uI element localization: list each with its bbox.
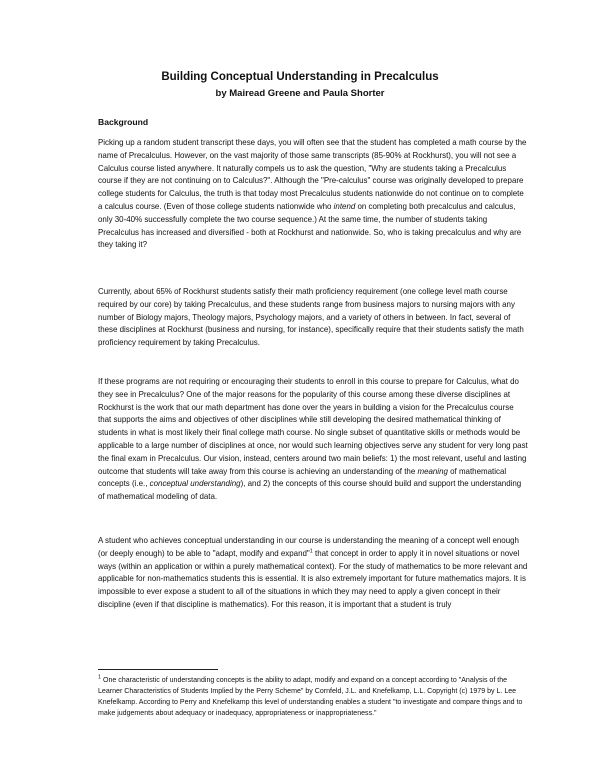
paragraph-1 xyxy=(98,137,528,252)
paragraph-4 xyxy=(98,535,528,612)
paragraph-3-text-a: If these programs are not requiring or encouraging their students to enroll in this course to prepare for Calculus, what do they see in Precalculus? One of the major reasons for the popularity of this course among these diverse disciplines at Rockhurst is the work that our math department has done over the years in building a vision for the Precalculus course that supports the aims and objectives of other disciplines while still developing the desired mathematical thinking of students in what is most likely their final college math course. No single subset of quantitative skills or methods would be applicable to a large number of disciplines at once, nor would such learning objectives serve any student for very long past the final exam in Precalculus. Our vision, instead, centers around two main beliefs: 1) the most relevant, useful and lasting outcome that students will take away from this course is achieving an understanding of the xyxy=(98,377,528,476)
paragraph-1-emphasis: intend xyxy=(333,201,356,211)
footnote-marker: 1 xyxy=(98,674,102,681)
footnote-divider xyxy=(98,669,218,670)
footnote xyxy=(98,675,528,719)
section-heading: Background xyxy=(98,117,149,127)
paragraph-3 xyxy=(98,376,528,504)
paragraph-1-text-a: Picking up a random student transcript these days, you will often see that the student has completed a math course by the name of Precalculus. However, on the vast majority of those same transcripts (85-90% at Rockhurst), you will not see a Calculus course listed anywhere. It naturally compels us to ask the question, "Why are students taking a Precalculus course if they are not continuing on to Calculus?". Although the "Pre-calculus" course was originally developed to prepare college students for Calculus, the truth is that today most Precalculus students nationwide do not continue on to complete a calculus course. (Even of those college students nationwide who xyxy=(98,138,527,211)
footnote-text: One characteristic of understanding concepts is the ability to adapt, modify and expand on a concept according to "Analysis of the Learner Characteristics of Students Implied by the Perry Scheme" by Cornfeld, J.L. and Knefelkamp, L.L. Copyright (c) 1979 by L. Lee Knefelkamp. According to Perry and Knefelkamp this level of understanding enables a student "to investigate and compare things and to make judgements about adequacy or inadequacy, appropriateness or inappropriateness." xyxy=(98,677,523,717)
paragraph-2-text: Currently, about 65% of Rockhurst students satisfy their math proficiency requirement (one college level math course required by our core) by taking Precalculus, and these students range from business majors to nursing majors with any number of Biology majors, Theology majors, Psychology majors, and a variety of others in between. In fact, several of these disciplines at Rockhurst (business and nursing, for instance), specifically require that their students satisfy the math proficiency requirement by taking Precalculus. xyxy=(98,287,524,348)
document-title: Building Conceptual Understanding in Precalculus xyxy=(161,71,439,83)
footnote-reference[interactable]: 1 xyxy=(309,548,313,555)
document-byline: by Mairead Greene and Paula Shorter xyxy=(215,88,385,99)
paragraph-2 xyxy=(98,286,528,350)
paragraph-1-text-b: on completing both precalculus and calculus, only 30-40% successfully complete the two course sequence.) At the same time, the number of students taking Precalculus has increased and diversified - both at Rockhurst and nationwide. So, who is taking precalculus and why are they taking it? xyxy=(98,201,522,250)
paragraph-3-text-c: ), and 2) the concepts of this course should build and support the understanding of mathematical modeling of data. xyxy=(98,479,522,502)
paragraph-4-text-b: that concept in order to apply it in novel situations or novel ways (within an application or within a purely mathematical context). For the study of mathematics to be more relevant and applicable for non-mathematics students this is essential. It is also extremely important for future mathematics majors. It is impossible to ever expose a student to all of the situations in which they may need to apply a given concept in their discipline (even if that discipline is mathematics). For this reason, it is important that a student is truly xyxy=(98,548,528,609)
paragraph-4-text-a: A student who achieves conceptual understanding in our course is understanding the meaning of a concept well enough (or deeply enough) to be able to "adapt, modify and expand" xyxy=(98,536,519,558)
paragraph-3-emphasis-meaning: meaning xyxy=(417,466,448,476)
paragraph-3-emphasis-conceptual: conceptual understanding xyxy=(149,479,241,489)
paragraph-3-text-b: of mathematical concepts (i.e., xyxy=(98,466,507,489)
